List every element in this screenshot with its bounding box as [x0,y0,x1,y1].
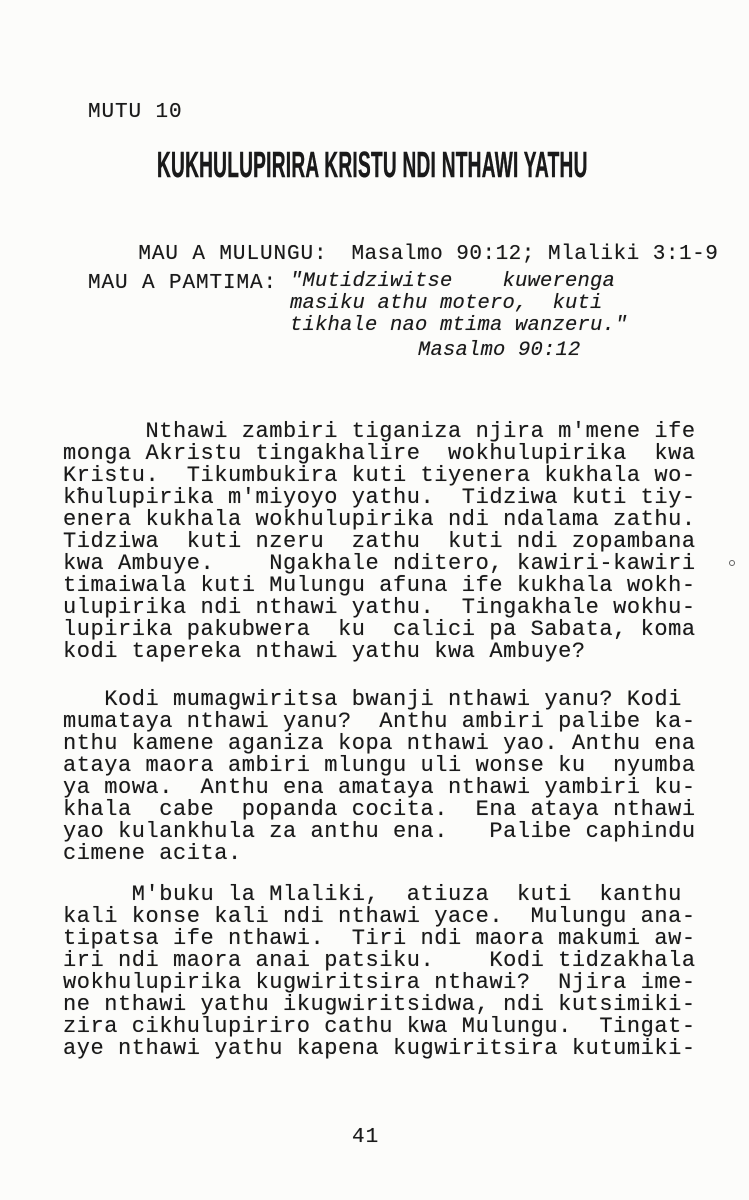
text-line: mumataya nthawi yanu? Anthu ambiri palibe ka- [63,709,696,734]
scripture-references: Masalmo 90:12; Mlaliki 3:1-9 [351,243,719,266]
text-line: Kodi mumagwiritsa bwanji nthawi yanu? Kodi [63,687,682,712]
body-paragraph-1 [63,421,696,663]
text-line: Kristu. Tikumbukira kuti tiyenera kukhala wo- [63,463,696,488]
chapter-title-text: KUKHULUPIRIRA KRISTU NDI NTHAWI YATHU [157,144,588,185]
body-paragraph-3 [63,884,696,1060]
text-line: kħulupirika m'miyoyo yathu. Tidziwa kuti tiy- [63,485,696,510]
memory-verse-attribution: Masalmo 90:12 [418,339,581,362]
text-line: "Mutidziwitse kuwerenga [290,270,616,293]
chapter-label: MUTU 10 [88,101,183,124]
text-line: Tidziwa kuti nzeru zathu kuti ndi zopambana [63,529,696,554]
text-line: lupirika pakubwera ku calici pa Sabata, koma [63,617,696,642]
body-paragraph-2 [63,689,696,865]
text-line: kodi tapereka nthawi yathu kwa Ambuye? [63,639,586,664]
chapter-title [157,144,749,185]
text-line: Nthawi zambiri tiganiza njira m'mene ife [63,419,696,444]
text-line: aye nthawi yathu kapena kugwiritsira kutumiki- [63,1036,696,1061]
text-line: nthu kamene aganiza kopa nthawi yao. Anthu ena [63,731,696,756]
text-line: ataya maora ambiri mlungu uli wonse ku nyumba [63,753,696,778]
page-number: 41 [352,1126,380,1149]
text-line: wokhulupirika kugwiritsira nthawi? Njira ime- [63,970,696,995]
text-line: kwa Ambuye. Ngakhale nditero, kawiri-kawiri [63,551,696,576]
text-line: khala cabe popanda cocita. Ena ataya nthawi [63,797,696,822]
memory-verse-quote [290,271,628,337]
memory-verse-label: MAU A PAMTIMA: [88,272,278,295]
text-line: tikhale nao mtima wanzeru." [290,314,628,337]
text-line: tipatsa ife nthawi. Tiri ndi maora makumi aw- [63,926,696,951]
scripture-label: MAU A MULUNGU: [138,243,328,266]
text-line: timaiwala kuti Mulungu afuna ife kukhala wokh- [63,573,696,598]
text-line: enera kukhala wokhulupirika ndi ndalama zathu. [63,507,696,532]
text-line: ya mowa. Anthu ena amataya nthawi yambiri ku- [63,775,696,800]
text-line: M'buku la Mlaliki, atiuza kuti kanthu [63,882,682,907]
text-line: ulupirika ndi nthawi yathu. Tingakhale wokhu- [63,595,696,620]
text-line: masiku athu motero, kuti [290,292,603,315]
text-line: ne nthawi yathu ikugwiritsidwa, ndi kutsimiki- [63,992,696,1017]
text-line: kali konse kali ndi nthawi yace. Mulungu ana- [63,904,696,929]
text-line: cimene acita. [63,841,242,866]
text-line: zira cikhulupiriro cathu kwa Mulungu. Tingat- [63,1014,696,1039]
text-line: yao kulankhula za anthu ena. Palibe caphindu [63,819,696,844]
text-line: monga Akristu tingakhalire wokhulupirika kwa [63,441,696,466]
scan-speck [729,560,735,566]
text-line: iri ndi maora anai patsiku. Kodi tidzakhala [63,948,696,973]
